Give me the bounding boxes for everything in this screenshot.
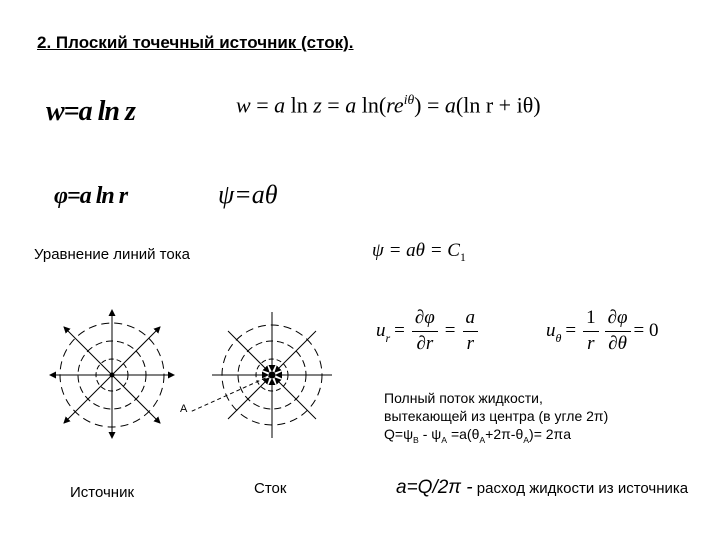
streamlines-label: Уравнение линий тока <box>34 246 190 263</box>
flux-line-3: $Q=\psi_B - \psi_A =a(\theta_A+2\pi-\theta_A)= 2\pi a$ <box>384 426 572 445</box>
formula-ur: u $_r$ = $\frac{\partial\varphi}{\partial r}$ = $\frac{a}{r}$ <box>376 304 481 358</box>
formula-streamlines: $\psi = a\theta = C_1$ <box>372 240 466 264</box>
point-a-label: A <box>180 403 188 415</box>
formula-utheta: u $_\theta$ = $\frac{1}{r}$ $\frac{\partial\varphi}{\partial\theta}$ = 0 <box>546 306 659 354</box>
a-definition-formula: a=Q/2π - <box>396 477 473 498</box>
flux-description <box>384 389 684 449</box>
source-sink-diagram <box>40 300 370 440</box>
a-definition <box>396 478 696 499</box>
flux-line-2: вытекающей из центра (в угле 2π) <box>384 408 609 424</box>
a-definition-text: расход жидкости из источника <box>472 480 689 497</box>
sink-label: Сток <box>254 480 287 497</box>
flux-line-1: Полный поток жидкости, <box>384 390 543 406</box>
ray-to-point-a <box>190 375 272 412</box>
source-figure <box>50 310 174 438</box>
formula-phi: φ=a ln r <box>54 183 128 209</box>
formula-w-full: w = a ln z = a $\ln(re^{i\theta}) = a(\ln$ r + iθ) <box>236 92 541 118</box>
formula-w-short: w=a ln z <box>46 96 135 127</box>
slide-title: 2. Плоский точечный источник (сток). <box>37 33 354 52</box>
formula-psi: ψ=aθ <box>218 180 278 209</box>
source-label: Источник <box>70 484 135 501</box>
